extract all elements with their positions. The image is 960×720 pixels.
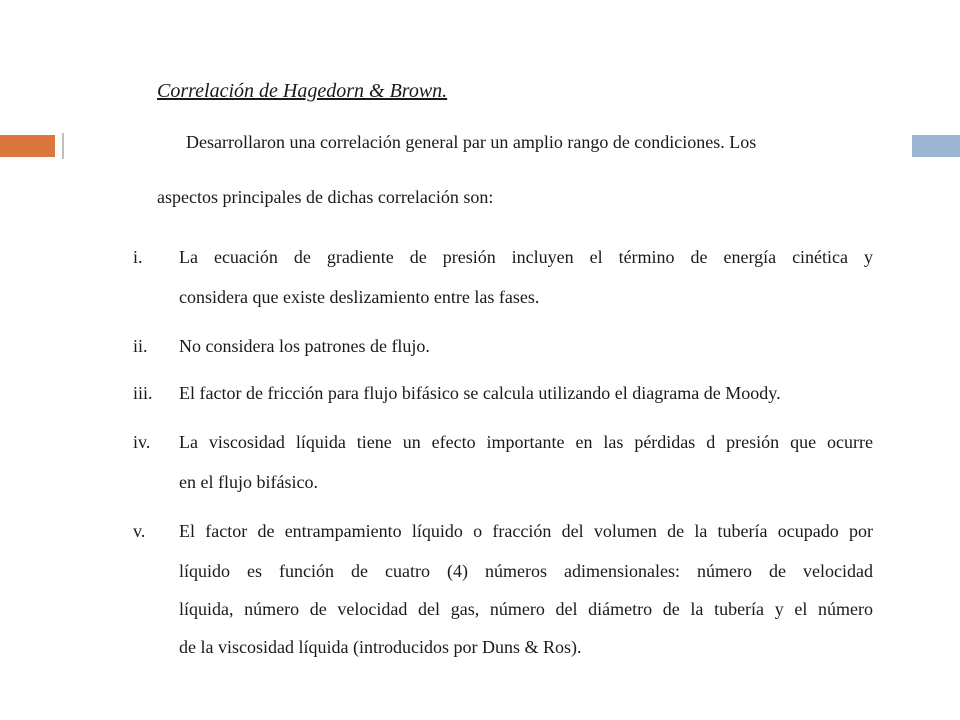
list-item-number: i. xyxy=(133,247,143,267)
list-item-line: de la viscosidad líquida (introducidos por Duns & Ros). xyxy=(179,637,582,657)
list-item-line: El factor de fricción para flujo bifásico se calcula utilizando el diagrama de Moody. xyxy=(179,383,781,403)
list-item-line: La ecuación de gradiente de presión incluyen el término de energía cinética y xyxy=(179,247,873,267)
list-item-number: ii. xyxy=(133,336,148,356)
intro-line-1: Desarrollaron una correlación general par un amplio rango de condiciones. Los xyxy=(186,132,757,152)
page-title: Correlación de Hagedorn & Brown. xyxy=(157,80,448,102)
list-item-line: La viscosidad líquida tiene un efecto importante en las pérdidas d presión que ocurre xyxy=(179,432,873,452)
list-item-line: El factor de entrampamiento líquido o fracción del volumen de la tubería ocupado por xyxy=(179,521,873,541)
list-item-line: líquido es función de cuatro (4) números adimensionales: número de velocidad xyxy=(179,561,873,581)
list-item-number: v. xyxy=(133,521,146,541)
list-item-line: considera que existe deslizamiento entre las fases. xyxy=(179,287,540,307)
list-item-line: en el flujo bifásico. xyxy=(179,472,318,492)
list-item-line: No considera los patrones de flujo. xyxy=(179,336,430,356)
intro-line-2: aspectos principales de dichas correlación son: xyxy=(157,187,494,207)
list-item-number: iii. xyxy=(133,383,153,403)
list-item-number: iv. xyxy=(133,432,151,452)
list-item-line: líquida, número de velocidad del gas, número del diámetro de la tubería y el número xyxy=(179,599,873,619)
